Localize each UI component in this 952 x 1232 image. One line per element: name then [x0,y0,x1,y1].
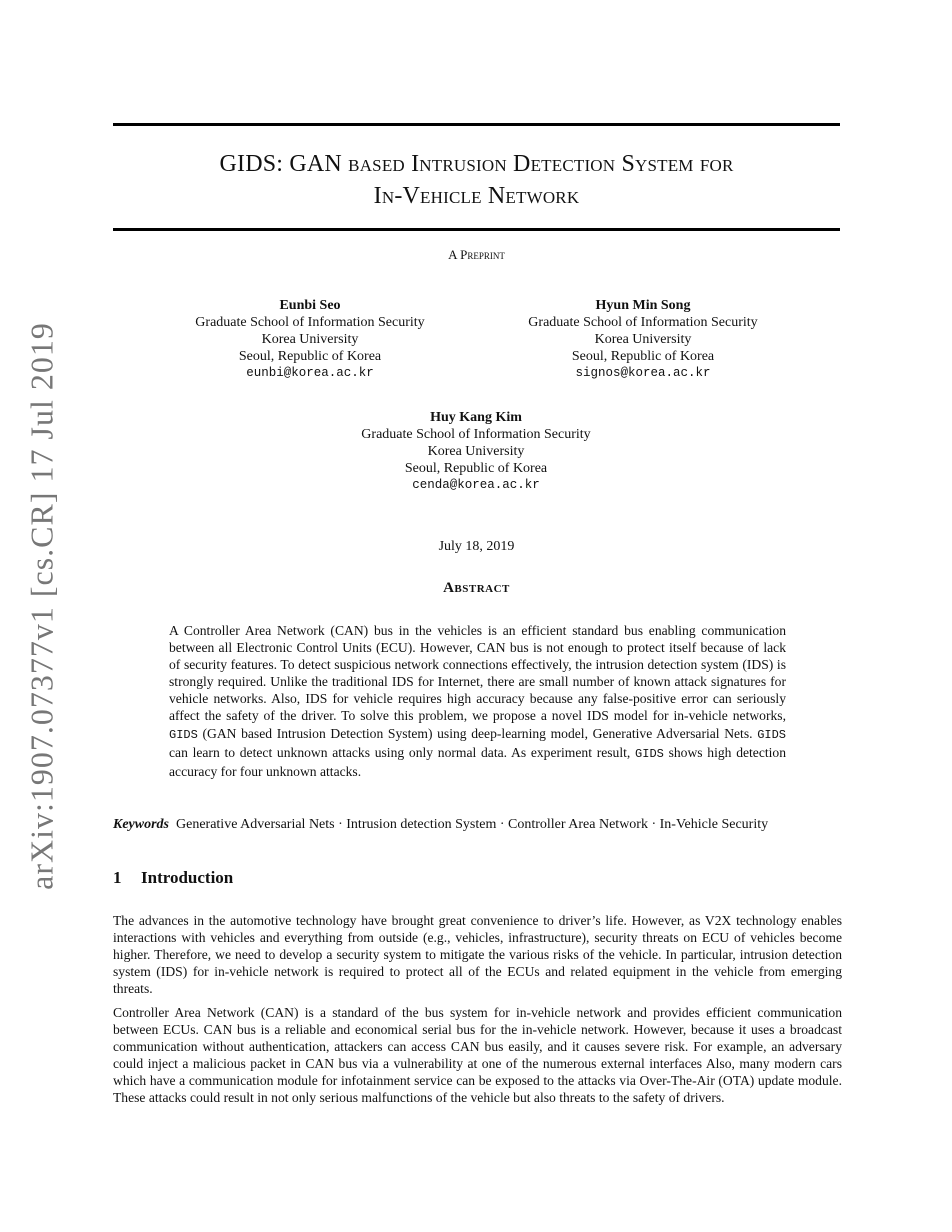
author-university: Korea University [261,332,359,347]
title-rule-bottom [113,228,840,231]
keywords-list: Generative Adversarial Nets · Intrusion detection System · Controller Area Network · In-Vehicle Security [176,817,769,832]
section-title: Introduction [141,868,234,887]
paragraph: The advances in the automotive technology have brought great convenience to driver’s life. However, as V2X technology enables interactions with vehicles and everything from outside (e.g., vehicles, infrastructure), security threats on ECU of vehicles become higher. Therefore, we need to develop a security system to mitigate the various risks of the vehicle. In particular, intrusion detection system (IDS) for in-vehicle network is required to protect all of the ECUs and related equipment in the vehicle from emerging threats. [113,913,842,997]
paragraph: Controller Area Network (CAN) is a standard of the bus system for in-vehicle network and provides efficient communication between ECUs. CAN bus is a reliable and economical serial bus for the in-vehicle network. However, because it uses a broadcast communication without authentication, attackers can access CAN bus easily, and it causes severe risk. For example, an adversary could inject a malicious packet in CAN bus via a vulnerability at one of the numerous external interfaces Also, many modern cars which have a communication module for infotainment service can be exposed to the attacks via Over-The-Air (OTA) update module. These attacks could result in not only serious malfunctions of the vehicle but also threats to the safety of drivers. [113,1005,842,1106]
gids-term: GIDS [169,727,198,742]
author-email[interactable]: signos@korea.ac.kr [575,366,711,380]
author-location: Seoul, Republic of Korea [571,349,715,364]
author-email[interactable]: cenda@korea.ac.kr [412,478,540,492]
abstract-body [169,622,786,780]
author-block [326,409,626,494]
title-line-2: In-Vehicle Network [373,183,580,209]
author-name: Eunbi Seo [279,298,341,313]
gids-term: GIDS [757,727,786,742]
author-affiliation: Graduate School of Information Security [195,315,425,330]
keywords-label: Keywords [113,817,169,832]
author-affiliation: Graduate School of Information Security [361,427,591,442]
title-rule-top [113,123,840,126]
author-affiliation: Graduate School of Information Security [528,315,758,330]
abstract-text: can learn to detect unknown attacks using only normal data. As experiment result, [169,744,631,760]
keywords [113,817,853,833]
section-number: 1 [113,868,122,887]
publication-date: July 18, 2019 [438,539,515,554]
paper-title [113,148,840,212]
abstract-text: shows high detection accuracy for four unknown attacks. [169,744,787,779]
abstract-text: (GAN based Intrusion Detection System) using deep-learning model, Generative Adversarial Nets. [202,725,753,741]
author-block [493,297,793,382]
author-block [160,297,460,382]
author-location: Seoul, Republic of Korea [404,461,548,476]
author-university: Korea University [594,332,692,347]
abstract-heading: Abstract [443,580,510,596]
title-line-1: GIDS: GAN based Intrusion Detection System for [219,151,734,177]
arxiv-stamp: arXiv:1907.07377v1 [cs.CR] 17 Jul 2019 [23,322,60,890]
preprint-label: A Preprint [448,247,505,262]
author-name: Hyun Min Song [595,298,691,313]
author-location: Seoul, Republic of Korea [238,349,382,364]
author-email[interactable]: eunbi@korea.ac.kr [246,366,374,380]
gids-term: GIDS [635,746,664,761]
abstract-text: A Controller Area Network (CAN) bus in the vehicles is an efficient standard bus enabling communication between all Electronic Control Units (ECU). However, CAN bus is not enough to protect itself because of lack of security features. To detect suspicious network connections effectively, the intrusion detection system (IDS) is strongly required. Unlike the traditional IDS for Internet, there are small number of known attack signatures for vehicle networks. Also, IDS for vehicle requires high accuracy because any false-positive error can seriously affect the safety of the driver. To solve this problem, we propose a novel IDS model for in-vehicle networks, [169,623,786,724]
section-heading [113,868,233,888]
author-university: Korea University [427,444,525,459]
author-name: Huy Kang Kim [430,410,522,425]
